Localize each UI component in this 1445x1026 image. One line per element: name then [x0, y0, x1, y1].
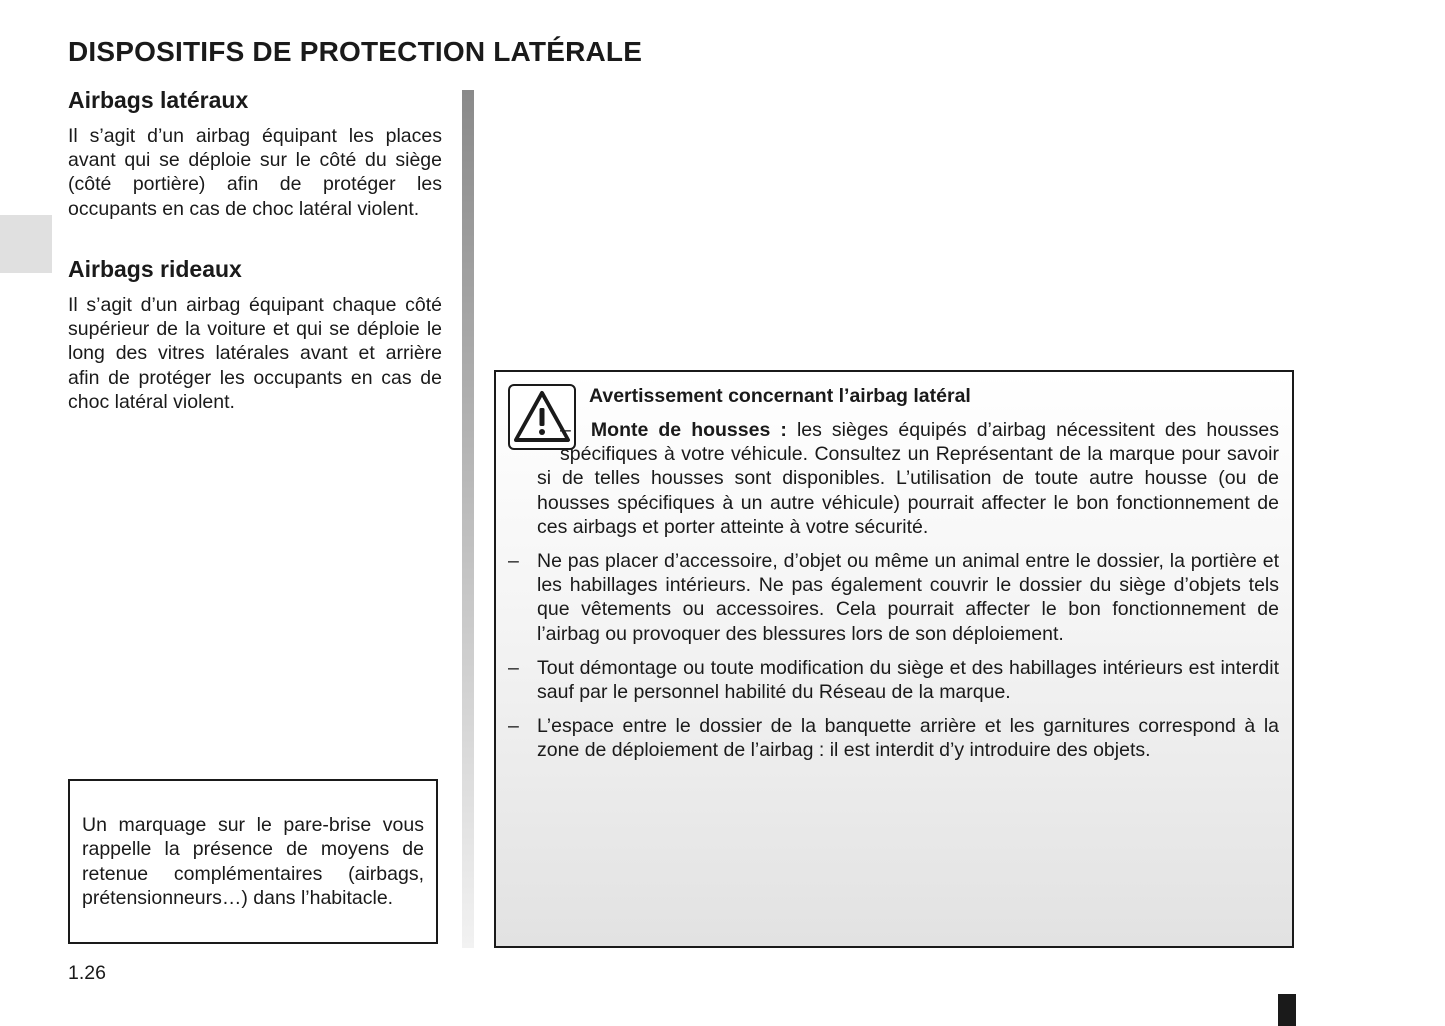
column-divider	[462, 90, 474, 948]
windshield-note-text: Un marquage sur le pare-brise vous rappelle la présence de moyens de retenue complémentaires (airbags, prétensionneurs…) dans l’habitacle.	[82, 814, 424, 909]
warning-item-text: les sièges équipés d’airbag nécessitent des housses spécifiques à votre véhicule. Consultez un Représentant de la marque pour savoir si de telles housses sont disponibles. L’utilisation de toute autre housse (ou de housses spécifiques à un autre véhicule) pourrait affecter le bon fonctionnement de ces airbags et porter atteinte à votre sécurité.	[537, 419, 1279, 538]
warning-item-text: L’espace entre le dossier de la banquette arrière et les garnitures correspond à la zone de déploiement de l’airbag : il est interdit d’y introduire des objets.	[537, 715, 1279, 762]
windshield-note-box	[68, 779, 438, 944]
warning-item	[508, 656, 1279, 704]
page-corner-mark	[1278, 994, 1296, 1026]
warning-item-text: Ne pas placer d’accessoire, d’objet ou même un animal entre le dossier, la portière et les habillages intérieurs. Ne pas également couvrir le dossier du siège d’objets tels que vêtements ou accessoires. Cela pourrait affecter le bon fonctionnement de l’airbag ou provoquer des blessures lors de son déploiement.	[537, 550, 1279, 645]
page-title: DISPOSITIFS DE PROTECTION LATÉRALE	[68, 36, 643, 67]
warning-item	[508, 418, 1279, 539]
warning-title: Avertissement concernant l’airbag latéral	[589, 385, 971, 407]
page-number: 1.26	[68, 962, 106, 984]
list-dash: –	[508, 550, 519, 573]
list-dash: –	[508, 656, 519, 679]
list-dash: –	[508, 715, 519, 738]
warning-item-text: Tout démontage ou toute modification du siège et des habillages intérieurs est interdit sauf par le personnel habilité du Réseau de la marque.	[537, 656, 1279, 704]
paragraph-airbags-rideaux: Il s’agit d’un airbag équipant chaque côté supérieur de la voiture et qui se déploie le long des vitres latérales avant et arrière afin de protéger les occupants en cas de choc latéral violent.	[68, 294, 442, 413]
warning-list	[508, 418, 1279, 773]
paragraph-airbags-lateraux: Il s’agit d’un airbag équipant les places avant qui se déploie sur le côté du siège (côté portière) afin de protéger les occupants en cas de choc latéral violent.	[68, 125, 442, 220]
heading-airbags-rideaux: Airbags rideaux	[68, 256, 242, 282]
warning-item-bold-label: Monte de housses :	[590, 419, 787, 441]
side-tab-marker	[0, 215, 52, 273]
warning-item	[508, 714, 1279, 762]
warning-box	[494, 370, 1294, 948]
heading-airbags-lateraux: Airbags latéraux	[68, 87, 249, 113]
warning-item	[508, 549, 1279, 646]
list-dash: –	[560, 419, 571, 441]
